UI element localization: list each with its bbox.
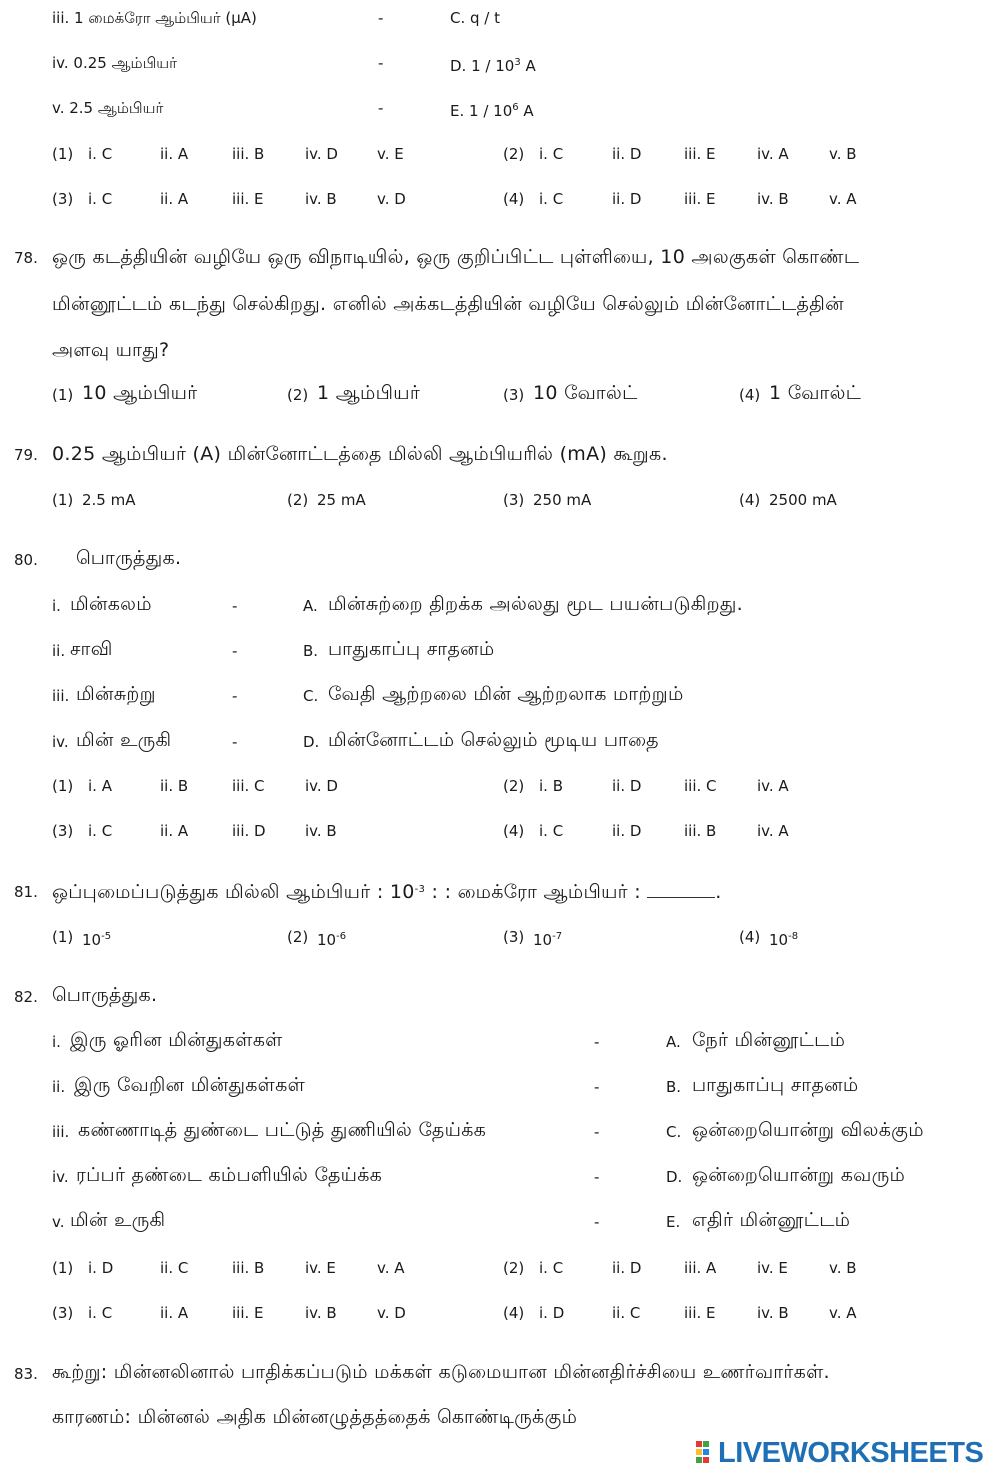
text-fragment: மின் உருகி [76,729,172,751]
text-fragment: iv. D [305,145,338,163]
text-fragment: 10 [82,931,102,949]
question-number: 80. [14,551,38,569]
text-fragment: iv. A [757,777,789,795]
text-fragment: i. C [539,822,564,840]
text-fragment [317,925,346,952]
text-fragment: - [232,597,238,615]
text-fragment: . [715,881,722,903]
question-title: பொருத்துக. [76,547,182,569]
text-fragment: ஒன்றையொன்று விலக்கும் [692,1119,924,1141]
text-fragment: (4) [739,491,761,509]
text-fragment: A. [303,597,318,615]
text-fragment: (4) [739,928,761,946]
text-fragment: - [594,1213,600,1231]
match-row-left: iii. 1 மைக்ரோ ஆம்பியர் (μA) [52,9,257,27]
text-fragment: (1) [52,386,74,404]
text-fragment: (3) [52,190,74,208]
text-fragment [769,925,798,952]
text-fragment: -5 [101,931,112,942]
text-fragment: (1) [52,145,74,163]
text-fragment: 2500 mA [769,491,837,509]
text-fragment: i. A [88,777,112,795]
text-fragment: ii. A [160,1304,189,1322]
text-fragment: பாதுகாப்பு சாதனம் [328,638,495,660]
text-fragment: (1) [52,777,74,795]
text-fragment [703,1457,709,1463]
text-fragment: v. B [829,1259,857,1277]
question-number: 81. [14,883,38,901]
text-fragment: (1) [52,491,74,509]
text-fragment: v. E [377,145,404,163]
text-fragment: iii. D [232,822,266,840]
text-fragment: மின்சுற்றை திறக்க அல்லது மூட பயன்படுகிறது. [328,593,743,615]
text-fragment: C. [303,687,319,705]
text-fragment: iii. C [684,777,717,795]
text-fragment: iv. E [757,1259,788,1277]
text-fragment: ii. [52,642,66,660]
text-fragment: i. C [539,190,564,208]
text-fragment: E. 1 / 10 [450,102,513,120]
match-row-right [450,96,534,123]
text-fragment: ரப்பர் தண்டை கம்பளியில் தேய்க்க [76,1164,383,1186]
text-fragment: ஒன்றையொன்று கவரும் [692,1164,906,1186]
text-fragment: (3) [52,1304,74,1322]
text-fragment: - [232,642,238,660]
question-text: ஒரு கடத்தியின் வழியே ஒரு விநாடியில், ஒரு குறிப்பிட்ட புள்ளியை, 10 அலகுகள் கொண்ட [52,246,860,268]
text-fragment: மின் உருகி [70,1209,166,1231]
text-fragment: (3) [52,822,74,840]
text-fragment: (2) [287,928,309,946]
text-fragment: v. A [829,190,857,208]
text-fragment: மின்னோட்டம் செல்லும் மூடிய பாதை [328,729,659,751]
text-fragment: 10 ஆம்பியர் [82,382,198,404]
text-fragment: D. [303,733,320,751]
text-fragment: i. D [88,1259,114,1277]
text-fragment: i. B [539,777,563,795]
text-fragment: (3) [503,386,525,404]
text-fragment: i. [52,1033,61,1051]
text-fragment: ii. D [612,1259,642,1277]
text-fragment: ii. D [612,145,642,163]
text-fragment: -6 [336,931,347,942]
text-fragment [696,1449,702,1455]
text-fragment: சாவி [70,638,113,660]
text-fragment [696,1457,702,1463]
text-fragment: ii. C [612,1304,641,1322]
text-fragment: i. C [88,1304,113,1322]
question-text: 0.25 ஆம்பியர் (A) மின்னோட்டத்தை மில்லி ஆம்பியரில் (mA) கூறுக. [52,443,668,465]
text-fragment: iv. A [757,822,789,840]
text-fragment: : : மைக்ரோ ஆம்பியர் : [425,881,641,903]
text-fragment: i. C [88,190,113,208]
text-fragment: iii. [52,687,70,705]
text-fragment [703,1441,709,1447]
text-fragment: v. A [377,1259,405,1277]
text-fragment: 25 mA [317,491,366,509]
question-number: 83. [14,1365,38,1383]
text-fragment: A. [666,1033,681,1051]
question-number: 79. [14,446,38,464]
match-dash: - [378,99,384,117]
text-fragment: iv. B [305,822,337,840]
text-fragment: iii. C [232,777,265,795]
text-fragment: - [594,1033,600,1051]
text-fragment [82,925,111,952]
text-fragment: iv. B [757,190,789,208]
text-fragment: (1) [52,1259,74,1277]
question-number: 78. [14,249,38,267]
question-number: 82. [14,988,38,1006]
text-fragment: ii. D [612,777,642,795]
text-fragment: ii. C [160,1259,189,1277]
text-fragment: i. C [88,822,113,840]
text-fragment: (4) [503,822,525,840]
text-fragment: iv. [52,1168,69,1186]
text-fragment: 2.5 mA [82,491,136,509]
text-fragment: iii. B [232,145,265,163]
match-dash: - [378,54,384,72]
text-fragment: (3) [503,928,525,946]
text-fragment: v. B [829,145,857,163]
text-fragment: iii. [52,1123,70,1141]
text-fragment: பாதுகாப்பு சாதனம் [692,1074,859,1096]
text-fragment: - [232,733,238,751]
text-fragment: - [594,1168,600,1186]
text-fragment: (3) [503,491,525,509]
text-fragment: - [594,1078,600,1096]
match-row-left: iv. 0.25 ஆம்பியர் [52,54,178,72]
text-fragment: ii. A [160,190,189,208]
text-fragment: -8 [788,931,799,942]
match-row-right: C. q / t [450,9,501,27]
text-fragment: -7 [552,931,563,942]
text-fragment: 10 [533,931,553,949]
text-fragment: ii. D [612,190,642,208]
text-fragment: D. 1 / 10 [450,57,515,75]
question-text: காரணம்: மின்னல் அதிக மின்னழுத்தத்தைக் கொண்டிருக்கும் [52,1406,578,1428]
text-fragment: ii. A [160,822,189,840]
text-fragment: D. [666,1168,683,1186]
question-text: அளவு யாது? [52,339,170,361]
text-fragment: A [520,57,536,75]
text-fragment: ii. D [612,822,642,840]
text-fragment: 3 [514,57,521,68]
text-fragment: (2) [503,777,525,795]
text-fragment: iii. B [684,822,717,840]
text-fragment: iv. B [305,190,337,208]
text-fragment: v. D [377,190,406,208]
text-fragment: iv. A [757,145,789,163]
text-fragment: மின்கலம் [70,593,152,615]
match-row-right [450,51,536,78]
text-fragment: C. [666,1123,682,1141]
text-fragment: v. [52,1213,65,1231]
text-fragment: iii. E [684,1304,716,1322]
question-text: மின்னூட்டம் கடந்து செல்கிறது. எனில் அக்கடத்தியின் வழியே செல்லும் மின்னோட்டத்தின் [52,293,844,315]
text-fragment: 10 [317,931,337,949]
text-fragment: கண்ணாடித் துண்டை பட்டுத் துணியில் தேய்க்க [78,1119,487,1141]
text-fragment: iii. E [232,1304,264,1322]
text-fragment: iii. E [684,190,716,208]
text-fragment: 10 வோல்ட் [533,382,638,404]
answer-blank[interactable] [647,881,715,898]
text-fragment: v. D [377,1304,406,1322]
text-fragment: ஒப்புமைப்படுத்துக மில்லி ஆம்பியர் : 10 [52,881,415,903]
match-row-left: v. 2.5 ஆம்பியர் [52,99,164,117]
text-fragment: iii. E [232,190,264,208]
text-fragment: (1) [52,928,74,946]
text-fragment: எதிர் மின்னூட்டம் [692,1209,851,1231]
text-fragment: i. C [88,145,113,163]
text-fragment: (2) [287,386,309,404]
text-fragment: iv. B [757,1304,789,1322]
text-fragment: iii. A [684,1259,717,1277]
text-fragment: iii. E [684,145,716,163]
text-fragment: iv. [52,733,69,751]
text-fragment: மின்சுற்று [76,683,156,705]
text-fragment: - [594,1123,600,1141]
text-fragment: இரு ஓரின மின்துகள்கள் [70,1029,283,1051]
text-fragment: i. C [539,1259,564,1277]
text-fragment: iv. B [305,1304,337,1322]
text-fragment [533,925,562,952]
logo-text: LIVEWORKSHEETS [718,1436,984,1469]
text-fragment: (2) [503,145,525,163]
liveworksheets-mark-icon [696,1439,716,1467]
text-fragment: i. C [539,145,564,163]
text-fragment: - [232,687,238,705]
liveworksheets-logo [696,1436,983,1470]
text-fragment: வேதி ஆற்றலை மின் ஆற்றலாக மாற்றும் [328,683,684,705]
text-fragment: (4) [739,386,761,404]
question-text: கூற்று: மின்னலினால் பாதிக்கப்படும் மக்கள் கடுமையான மின்னதிர்ச்சியை உணர்வார்கள். [52,1361,830,1383]
question-title: பொருத்துக. [52,984,158,1006]
text-fragment: 10 [769,931,789,949]
text-fragment: (4) [503,190,525,208]
match-dash: - [378,9,384,27]
text-fragment: 6 [512,102,519,113]
text-fragment: ii. A [160,145,189,163]
text-fragment: 250 mA [533,491,592,509]
text-fragment: -3 [414,884,426,895]
text-fragment: E. [666,1213,681,1231]
text-fragment [696,1441,702,1447]
text-fragment: i. D [539,1304,565,1322]
text-fragment: v. A [829,1304,857,1322]
text-fragment: 1 வோல்ட் [769,382,862,404]
text-fragment: நேர் மின்னூட்டம் [692,1029,846,1051]
text-fragment: i. [52,597,61,615]
text-fragment: ii. [52,1078,66,1096]
question-text [52,878,722,904]
text-fragment: iv. D [305,777,338,795]
text-fragment: இரு வேறின மின்துகள்கள் [74,1074,306,1096]
text-fragment: B. [303,642,319,660]
text-fragment: (2) [287,491,309,509]
text-fragment: (2) [503,1259,525,1277]
text-fragment: iv. E [305,1259,336,1277]
text-fragment: A [518,102,534,120]
text-fragment: iii. B [232,1259,265,1277]
text-fragment: B. [666,1078,682,1096]
text-fragment [703,1449,709,1455]
text-fragment: ii. B [160,777,189,795]
text-fragment: 1 ஆம்பியர் [317,382,421,404]
text-fragment: (4) [503,1304,525,1322]
